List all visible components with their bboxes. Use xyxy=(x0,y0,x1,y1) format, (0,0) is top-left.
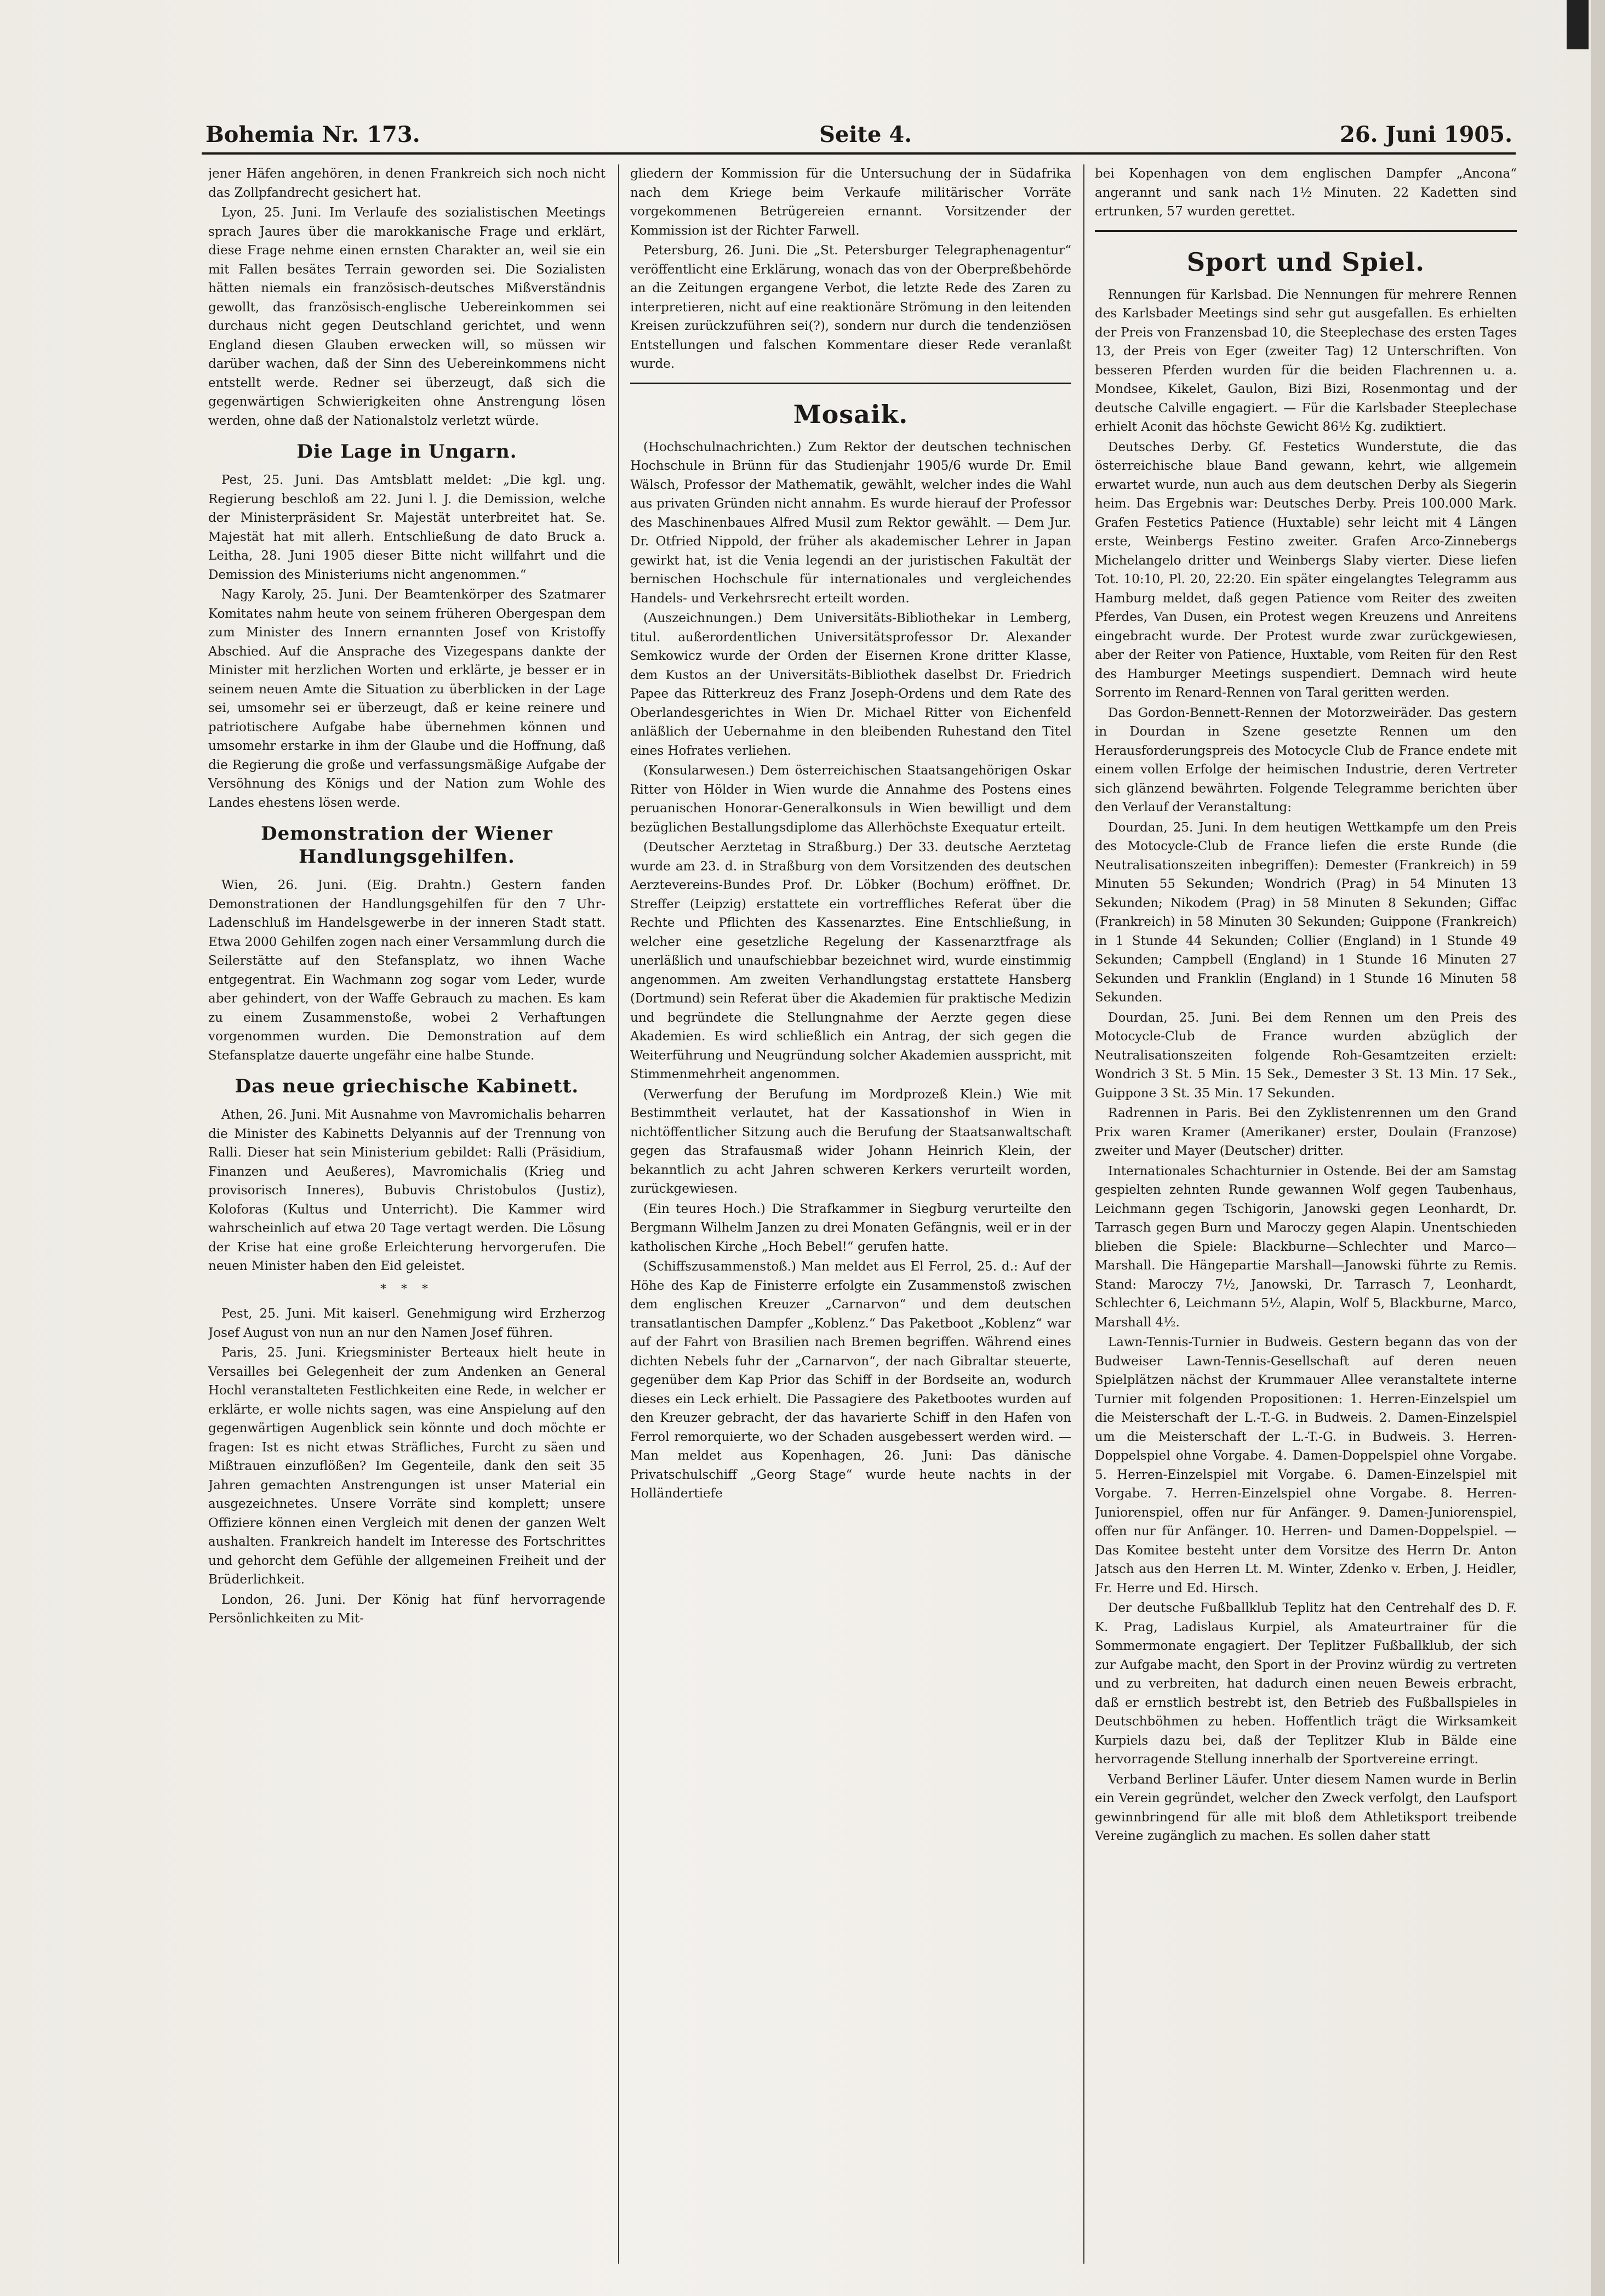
scan-corner-mark xyxy=(1567,0,1589,49)
section-heading-sport: Sport und Spiel. xyxy=(1186,247,1425,277)
article-paragraph: (Konsularwesen.) Dem österreichischen Staatsangehörigen Oskar Ritter von Hölder in Wien wurde die Annahme des Postens eines peruanischen Honorar-Generalkonsuls in Wien bewilligt und dem bezüglichen Bestallungsdiplome das Allerhöchste Exequatur erteilt. xyxy=(630,764,1071,835)
article-paragraph: Das Gordon-Bennett-Rennen der Motorzweiräder. Das gestern in Dourdan in Szene gesetzte Rennen um den Herausforderungspreis des Motocycle Club de France endete mit einem vollen Erfolge der heimischen Industrie, deren Vertreter sich glänzend bewährten. Folgende Telegramme berichten über den Verlauf der Veranstaltung: xyxy=(1095,705,1517,814)
article-paragraph: bei Kopenhagen von dem englischen Dampfer „Ancona“ angerannt und sank nach 1½ Minuten. 22 Kadetten sind ertrunken, 57 wurden gerettet. xyxy=(1095,167,1517,219)
section-rule xyxy=(630,383,1071,384)
article-paragraph: gliedern der Kommission für die Untersuchung der in Südafrika nach dem Kriege beim Verkaufe militärischer Vorräte vorgekommenen Betrügereien ernannt. Vorsitzender der Kommission ist der Richter Farwell. xyxy=(630,167,1071,238)
article-paragraph: Petersburg, 26. Juni. Die „St. Petersburger Telegraphenagentur“ veröffentlicht eine Erklärung, wonach das von der Oberpreßbehörde an die Zeitungen ergangene Verbot, die letzte Rede des Zaren zu interpretieren, nicht auf eine reaktionäre Strömung in den leitenden Kreisen zurückzuführen sei(?), sondern nur durch die tendenziösen Entstellungen und falschen Kommentare dieser Rede veranlaßt wurde. xyxy=(630,243,1071,371)
column-1 xyxy=(208,164,606,2264)
article-paragraph: Nagy Karoly, 25. Juni. Der Beamtenkörper des Szatmarer Komitates nahm heute von seinem früheren Obergespan dem zum Minister des Innern ernannten Josef von Kristoffy Abschied. Auf die Ansprache des Vizegespans dankte der Minister mit herzlichen Worten und erklärte, je besser er in seinem neuen Amte die Situation zu überblicken in der Lage sei, umsomehr sei er überzeugt, daß er keine reinere und patriotischere Aufgabe habe übernehmen können und umsomehr erstarke in ihm der Glaube und die Hoffnung, daß die Regierung die große und verfassungsmäßige Aufgabe der Versöhnung des Königs und der Nation zum Wohle des Landes ehestens lösen werde. xyxy=(208,588,606,810)
header-date: 26. Juni 1905. xyxy=(1340,122,1512,147)
header-rule xyxy=(202,152,1516,155)
section-heading-mosaik: Mosaik. xyxy=(793,399,909,429)
column-separator xyxy=(618,164,619,2264)
article-paragraph: Paris, 25. Juni. Kriegsminister Berteaux hielt heute in Versailles bei Gelegenheit der zum Andenken an General Hochl veranstalteten Festlichkeiten eine Rede, in welcher er erklärte, er wolle nichts sagen, was eine Anspielung auf den gegenwärtigen Augenblick sein könnte und doch möchte er fragen: Ist es nicht etwas Sträfliches, Furcht zu säen und Mißtrauen einzuflößen? Im Gegenteile, dank den seit 35 Jahren gemachten Anstrengungen ist unser Material ein ausgezeichnetes. Unsere Vorräte sind komplett; unsere Offiziere können einen Vergleich mit denen der ganzen Welt aushalten. Frankreich handelt im Interesse des Fortschrittes und gehorcht dem Gefühle der allgemeinen Freiheit und der Brüderlichkeit. xyxy=(208,1346,606,1587)
article-paragraph: Lawn-Tennis-Turnier in Budweis. Gestern begann das von der Budweiser Lawn-Tennis-Gesellschaft auf deren neuen Spielplätzen nächst der Krummauer Allee veranstaltete interne Turnier mit folgenden Propositionen: 1. Herren-Einzelspiel um die Meisterschaft der L.-T.-G. in Budweis. 2. Damen-Einzelspiel um die Meisterschaft der L.-T.-G. in Budweis. 3. Herren-Doppelspiel ohne Vorgabe. 4. Damen-Doppelspiel ohne Vorgabe. 5. Herren-Einzelspiel mit Vorgabe. 6. Damen-Einzelspiel mit Vorgabe. 7. Herren-Einzelspiel ohne Vorgabe. 8. Herren-Juniorenspiel, offen nur für Anfänger. 9. Damen-Juniorenspiel, offen nur für Anfänger. 10. Herren- und Damen-Doppelspiel. — Das Komitee besteht unter dem Vorsitze des Herrn Dr. Anton Jatsch aus den Herren Lt. M. Winter, Zdenko v. Erben, J. Heidler, Fr. Herre und Ed. Hirsch. xyxy=(1095,1335,1517,1596)
article-paragraph: Pest, 25. Juni. Mit kaiserl. Genehmigung wird Erzherzog Josef August von nun an nur den Namen Josef führen. xyxy=(208,1307,606,1340)
article-paragraph: (Ein teures Hoch.) Die Strafkammer in Siegburg verurteilte den Bergmann Wilhelm Janzen zu drei Monaten Gefängnis, weil er in der katholischen Kirche „Hoch Bebel!“ gerufen hatte. xyxy=(630,1201,1071,1254)
article-paragraph: Dourdan, 25. Juni. Bei dem Rennen um den Preis des Motocycle-Club de France wurden abzüglich der Neutralisationszeiten folgende Roh-Gesamtzeiten erzielt: Wondrich 3 St. 5 Min. 15 Sek., Demester 3 St. 13 Min. 17 Sek., Guippone 3 St. 35 Min. 17 Sekunden. xyxy=(1095,1010,1517,1101)
section-heading: Das neue griechische Kabinett. xyxy=(235,1075,579,1097)
article-paragraph: Lyon, 25. Juni. Im Verlaufe des sozialistischen Meetings sprach Jaures über die marokkanische Frage und erklärt, diese Frage nehme einen ernsten Charakter an, weil sie ein mit Fallen besätes Terrain geworden sei. Die Sozialisten hätten niemals ein französisch-deutsches Mißverständnis gewollt, das französisch-englische Uebereinkommen sei durchaus nicht gegen Deutschland gerichtet, und wenn England diesen Glauben erwecken will, so müssen wir darüber wachen, daß der Sinn des Uebereinkommens nicht entstellt werde. Redner sei überzeugt, daß sich die gegenwärtigen Schwierigkeiten ohne Anstrengung lösen werden, ohne daß der Nationalstolz verletzt würde. xyxy=(208,206,606,428)
article-paragraph: (Deutscher Aerztetag in Straßburg.) Der 33. deutsche Aerztetag wurde am 23. d. in Straßburg von dem Vorsitzenden des deutschen Aerztevereins-Bundes Prof. Dr. Löbker (Bochum) eröffnet. Dr. Streffer (Leipzig) erstattete ein vortreffliches Referat über die Rechte und Pflichten des Kassenarztes. Eine Entschließung, in welcher eine gesetzliche Regelung der Kassenarztfrage als unerläßlich und unaufschiebbar bezeichnet wird, wurde einstimmig angenommen. Am zweiten Verhandlungstag erstattete Hansberg (Dortmund) sein Referat über die Akademien für praktische Medizin und begründete die Stellungnahme der Aerzte gegen diese Akademien. Es wird schließlich ein Antrag, der sich gegen die Weiterführung und Neugründung solcher Akademien ausspricht, mit Stimmenmehrheit angenommen. xyxy=(630,840,1071,1081)
scan-edge xyxy=(1591,0,1605,2296)
article-paragraph: (Hochschulnachrichten.) Zum Rektor der deutschen technischen Hochschule in Brünn für das Studienjahr 1905/6 wurde Dr. Emil Wälsch, Professor der Mathematik, gewählt, welcher indes die Wahl aus privaten Gründen nicht annahm. Es wurde hierauf der Professor des Maschinenbaues Alfred Musil zum Rektor gewählt. — Dem Jur. Dr. Otfried Nippold, der früher als akademischer Lehrer in Japan gewirkt hat, ist die Venia legendi an der juristischen Fakultät der bernischen Hochschule für internationales und vergleichendes Handels- und Verkehrsrecht erteilt worden. xyxy=(630,440,1071,606)
header-paper-title: Bohemia Nr. 173. xyxy=(205,122,420,147)
article-paragraph: (Verwerfung der Berufung im Mordprozeß Klein.) Wie mit Bestimmtheit verlautet, hat der Kassationshof in Wien in nichtöffentlicher Sitzung auch die Berufung der Staatsanwaltschaft gegen das Strafausmaß wider Johann Heinrich Klein, der bekanntlich zu acht Jahren schweren Kerkers verurteilt worden, zurückgewiesen. xyxy=(630,1087,1071,1196)
column-separator xyxy=(1083,164,1084,2264)
article-paragraph: Rennungen für Karlsbad. Die Nennungen für mehrere Rennen des Karlsbader Meetings sind sehr gut ausgefallen. Es erhielten der Preis von Franzensbad 10, die Steeplechase des ersten Tages 13, der Preis von Eger (zweiter Tag) 12 Unterschriften. Von besseren Pferden wurden für die beiden Flachrennen u. a. Mondsee, Kikelet, Gaulon, Bizi Bizi, Rosenmontag und der deutsche Calville engagiert. — Für die Karlsbader Steeplechase erhielt Aconit das höchste Gewicht 86½ Kg. zudiktiert. xyxy=(1095,287,1517,434)
article-paragraph: Athen, 26. Juni. Mit Ausnahme von Mavromichalis beharren die Minister des Kabinetts Delyannis auf der Trennung von Ralli. Dieser hat sein Ministerium gebildet: Ralli (Präsidium, Finanzen und Aeußeres), Mavromichalis (Krieg und provisorisch Inneres), Bubuvis Christobulos (Justiz), Koloforas (Kultus und Unterricht). Die Kammer wird wahrscheinlich auf etwa 20 Tage vertagt werden. Die Lösung der Krise hat eine große Erleichterung hervorgerufen. Die neuen Minister haben den Eid geleistet. xyxy=(208,1108,606,1273)
column-3 xyxy=(1095,164,1517,2264)
article-paragraph: (Auszeichnungen.) Dem Universitäts-Bibliothekar in Lemberg, titul. außerordentlichen Universitätsprofessor Dr. Alexander Semkowicz wurde der Orden der Eisernen Krone dritter Klasse, dem Kustos an der Universitäts-Bibliothek daselbst Dr. Friedrich Papee das Ritterkreuz des Franz Joseph-Ordens und dem Rate des Oberlandesgerichtes in Wien Dr. Michael Ritter von Eichenfeld anläßlich der Uebernahme in den bleibenden Ruhestand den Titel eines Hofrates verliehen. xyxy=(630,611,1071,758)
article-paragraph: Internationales Schachturnier in Ostende. Bei der am Samstag gespielten zehnten Runde gewannen Wolf gegen Taubenhaus, Leichmann gegen Tschigorin, Janowski gegen Leonhardt, Dr. Tarrasch gegen Burn und Maroczy gegen Alapin. Unentschieden blieben die Spiele: Blackburne—Schlechter und Marco—Marshall. Die Hängepartie Marshall—Janowski führte zu Remis. Stand: Maroczy 7½, Janowski, Dr. Tarrasch 7, Leonhardt, Schlechter 6, Leichmann 5½, Alapin, Wolf 5, Blackburne, Marco, Marshall 4½. xyxy=(1095,1164,1517,1330)
header-page-number: Seite 4. xyxy=(819,122,912,147)
page-header xyxy=(205,122,1512,149)
column-2 xyxy=(630,164,1071,2264)
article-paragraph: Dourdan, 25. Juni. In dem heutigen Wettkampfe um den Preis des Motocycle-Club de France liefen die erste Runde (die Neutralisationszeiten inbegriffen): Demester (Frankreich) in 59 Minuten 55 Sekunden; Wondrich (Prag) in 54 Minuten 13 Sekunden; Nikodem (Prag) in 58 Minuten 8 Sekunden; Giffac (Frankreich) in 58 Minuten 30 Sekunden; Guippone (Frankreich) in 1 Stunde 44 Sekunden; Collier (England) in 1 Stunde 49 Sekunden; Campbell (England) in 1 Stunde 16 Minuten 27 Sekunden und Franklin (England) in 1 Stunde 16 Minuten 58 Sekunden. xyxy=(1095,820,1517,1005)
article-paragraph: Pest, 25. Juni. Das Amtsblatt meldet: „Die kgl. ung. Regierung beschloß am 22. Juni l. J. die Demission, welche der Ministerpräsident Sr. Majestät unterbreitet hat. Se. Majestät hat mit allerh. Entschließung de dato Bruck a. Leitha, 28. Juni 1905 dieser Bitte nicht willfahrt und die Demission des Ministeriums nicht angenommen.“ xyxy=(208,473,606,582)
section-rule xyxy=(1095,230,1517,232)
article-paragraph: (Schiffszusammenstoß.) Man meldet aus El Ferrol, 25. d.: Auf der Höhe des Kap de Finisterre erfolgte ein Zusammenstoß zwischen dem englischen Kreuzer „Carnarvon“ und dem deutschen transatlantischen Dampfer „Koblenz.“ Das Paketboot „Koblenz“ war auf der Fahrt von Brasilien nach Bremen begriffen. Während eines dichten Nebels fuhr der „Carnarvon“, der nach Gibraltar steuerte, gegenüber dem Kap Prior das Schiff in der Bordseite an, wodurch dieses ein Leck erhielt. Die Passagiere des Paketbootes wurden auf den Kreuzer gebracht, der das havarierte Schiff in den Hafen von Ferrol remorquierte, wo der Schaden ausgebessert werden wird. — Man meldet aus Kopenhagen, 26. Juni: Das dänische Privatschulschiff „Georg Stage“ wurde heute nachts in der Holländertiefe xyxy=(630,1260,1071,1501)
section-heading: Demonstration der Wiener Handlungsgehilfen. xyxy=(261,823,553,868)
section-divider: * * * xyxy=(380,1282,433,1296)
article-paragraph: Der deutsche Fußballklub Teplitz hat den Centrehalf des D. F. K. Prag, Ladislaus Kurpiel, als Amateurtrainer für die Sommermonate engagiert. Der Teplitzer Fußballklub, der sich zur Aufgabe macht, den Sport in der Provinz würdig zu vertreten und zu verbreiten, hat dadurch einen neuen Beweis erbracht, daß er ernstlich bestrebt ist, den Betrieb des Fußballspieles in Deutschböhmen zu heben. Hoffentlich trägt die Wirksamkeit Kurpiels dazu bei, daß der Teplitzer Klub in Bälde eine hervorragende Stellung innerhalb der Sportvereine erringt. xyxy=(1095,1601,1517,1767)
article-paragraph: Wien, 26. Juni. (Eig. Drahtn.) Gestern fanden Demonstrationen der Handlungsgehilfen für den 7 Uhr-Ladenschluß im Handelsgewerbe in der inneren Stadt statt. Etwa 2000 Gehilfen zogen nach einer Versammlung durch die Seilerstätte auf den Stefansplatz, wo ihnen Wache entgegentrat. Ein Wachmann zog sogar vom Leder, wurde aber gehindert, von der Waffe Gebrauch zu machen. Es kam zu einem Zusammenstoße, wobei 2 Verhaftungen vorgenommen wurden. Die Demonstration auf dem Stefansplatze dauerte ungefähr eine halbe Stunde. xyxy=(208,878,606,1063)
article-paragraph: Radrennen in Paris. Bei den Zyklistenrennen um den Grand Prix waren Kramer (Amerikaner) erster, Doulain (Franzose) zweiter und Mayer (Deutscher) dritter. xyxy=(1095,1106,1517,1158)
article-paragraph: Verband Berliner Läufer. Unter diesem Namen wurde in Berlin ein Verein gegründet, welcher den Zweck verfolgt, den Laufsport gewinnbringend für alle mit bloß dem Athletiksport treibende Vereine zugänglich zu machen. Es sollen daher statt xyxy=(1095,1772,1517,1843)
article-paragraph: jener Häfen angehören, in denen Frankreich sich noch nicht das Zollpfandrecht gesichert hat. xyxy=(208,167,606,200)
article-paragraph: London, 26. Juni. Der König hat fünf hervorragende Persönlichkeiten zu Mit- xyxy=(208,1592,606,1626)
article-paragraph: Deutsches Derby. Gf. Festetics Wunderstute, die das österreichische blaue Band gewann, kehrt, wie allgemein erwartet wurde, nun auch aus dem deutschen Derby als Siegerin heim. Das Ergebnis war: Deutsches Derby. Preis 100.000 Mark. Grafen Festetics Patience (Huxtable) sehr leicht mit 4 Längen erste, Weinbergs Festino zweiter. Grafen Arco-Zinnebergs Michelangelo dritter und Weinbergs Slaby vierter. Diese liefen Tot. 10:10, Pl. 20, 22:20. Ein später eingelangtes Telegramm aus Hamburg meldet, daß gegen Patience vom Reiter des zweiten Pferdes, Van Dusen, ein Protest wegen Kreuzens und Anreitens eingebracht wurde. Der Protest wurde zwar zurückgewiesen, aber der Reiter von Patience, Huxtable, vom Reiten für den Rest des Hamburger Meetings suspendiert. Demnach wird heute Sorrento im Renard-Rennen von Taral geritten werden. xyxy=(1095,440,1517,700)
section-heading: Die Lage in Ungarn. xyxy=(296,441,517,463)
